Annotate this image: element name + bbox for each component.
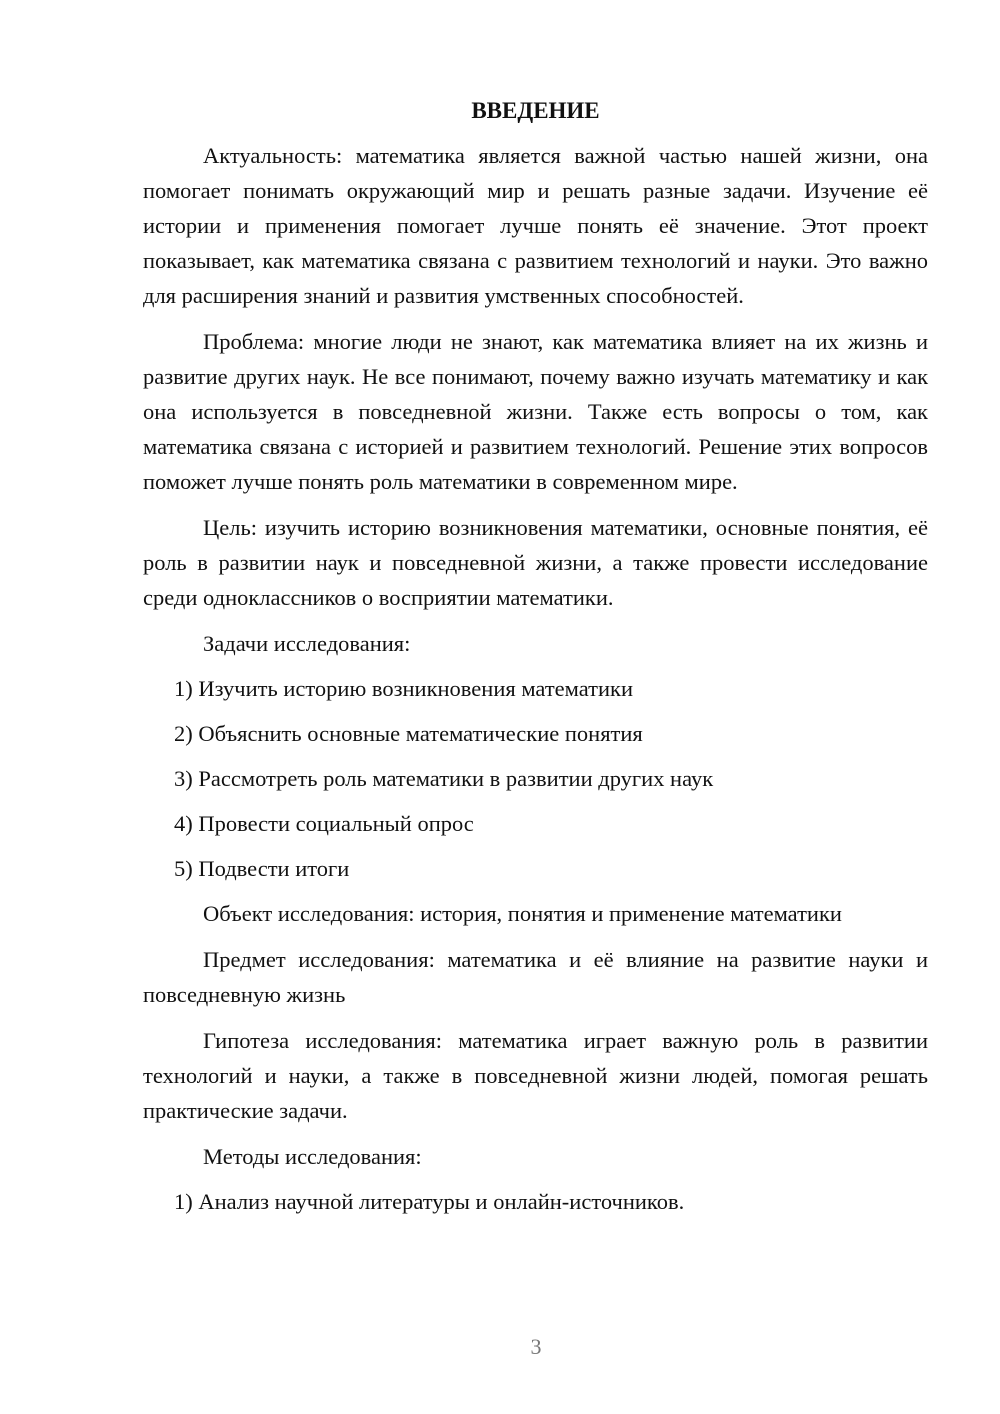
list-item: 5) Подвести итоги [174, 856, 350, 881]
list-item: 4) Провести социальный опрос [174, 811, 474, 836]
list-item: 1) Изучить историю возникновения математики [174, 676, 633, 701]
list-item: 3) Рассмотреть роль математики в развитии других наук [174, 766, 714, 791]
tasks-list [143, 671, 928, 886]
tasks-label: Задачи исследования: [203, 631, 411, 656]
subject-paragraph: Предмет исследования: математика и её влияние на развитие науки и повседневную жизнь [143, 947, 928, 1007]
hypothesis-paragraph: Гипотеза исследования: математика играет важную роль в развитии технологий и науки, а также в повседневной жизни людей, помогая решать практические задачи. [143, 1028, 928, 1123]
object-paragraph: Объект исследования: история, понятия и применение математики [203, 901, 842, 926]
methods-list [143, 1184, 928, 1219]
relevance-paragraph: Актуальность: математика является важной частью нашей жизни, она помогает понимать окружающий мир и решать разные задачи. Изучение её истории и применения помогает лучше понять её значение. Этот проект показывает, как математика связана с развитием технологий и науки. Это важно для расширения знаний и развития умственных способностей. [143, 143, 928, 308]
document-page [143, 97, 928, 1229]
page-title: ВВЕДЕНИЕ [471, 98, 600, 123]
problem-paragraph: Проблема: многие люди не знают, как математика влияет на их жизнь и развитие других наук. Не все понимают, почему важно изучать математику и как она используется в повседневной жизни. Также есть вопросы о том, как математика связана с историей и развитием технологий. Решение этих вопросов поможет лучше понять роль математики в современном мире. [143, 329, 928, 494]
methods-label: Методы исследования: [203, 1144, 422, 1169]
page-number: 3 [530, 1334, 542, 1359]
goal-paragraph: Цель: изучить историю возникновения математики, основные понятия, её роль в развитии наук и повседневной жизни, а также провести исследование среди одноклассников о восприятии математики. [143, 515, 928, 610]
list-item: 2) Объяснить основные математические понятия [174, 721, 643, 746]
list-item: 1) Анализ научной литературы и онлайн-источников. [174, 1189, 685, 1214]
